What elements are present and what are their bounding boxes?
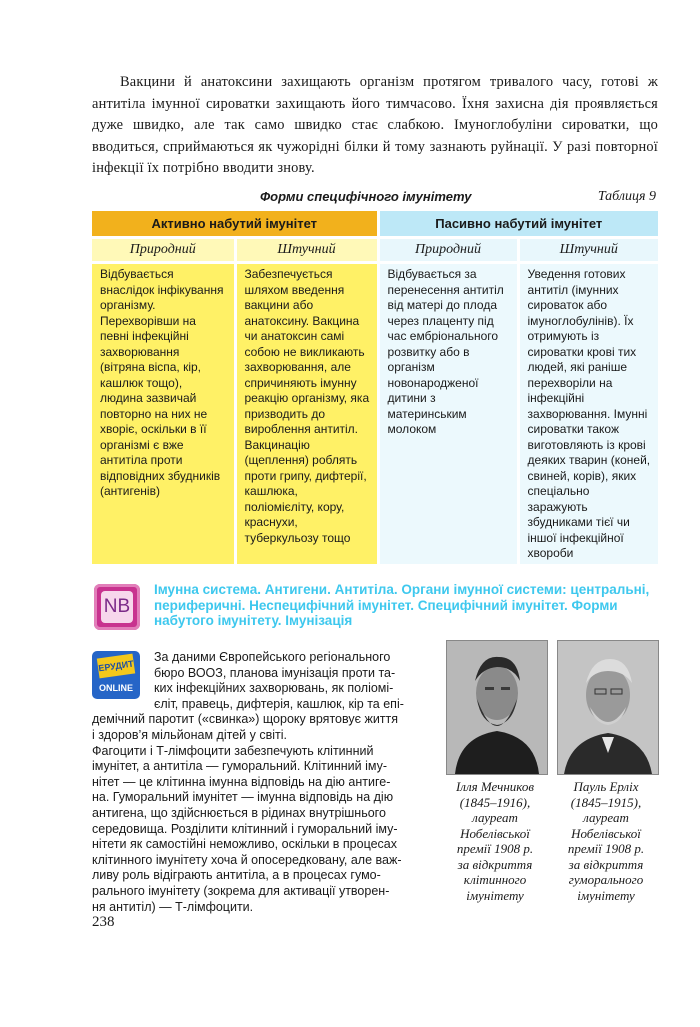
passive-artificial-text: Уведення готових антитіл (імунних сироваток або імуноглобулінів). Їх отримують із сироватки крові тих людей, які раніше перехворіли на інфекційні захворювання. Імунні сироватки також виготовляють із крові деяких тварин (коней, свиней, корів), яких спеціально заражують збудниками тієї чи іншої інфекційної хвороби: [527, 267, 651, 560]
erudite-line: ких інфекційних захворювань, як поліомі-: [154, 681, 394, 696]
page-number: 238: [92, 914, 115, 930]
body-line: рального імунітету (зокрема для активації утворен-: [92, 883, 390, 898]
body-line: імунітет, а антитіла — гуморальний. Клітинний іму-: [92, 759, 387, 774]
photo-mechnikov: [446, 640, 548, 775]
portrait-ehrlich-image: [558, 641, 658, 774]
body-line: Фагоцити і Т-лімфоцити забезпечують клітинний: [92, 743, 374, 758]
nb-keywords-text: Імунна система. Антигени. Антитіла. Органи імунної системи: центральні, периферичні. Неспецифічний імунітет. Специфічний імунітет. Форми набутого імунітету. Імунізація: [154, 582, 650, 628]
erudite-line: демічний паротит («свинка») щороку врятовує життя: [92, 712, 399, 727]
body-line: на. Гуморальний імунітет — імунна відповідь на дію: [92, 790, 394, 805]
active-natural-subheader: Природний: [92, 238, 235, 263]
body-line: середовища. Розділити клітинний і гуморальний іму-: [92, 821, 398, 836]
erudite-line: і здоров’я мільйонам дітей у світі.: [92, 727, 287, 742]
nb-icon: [94, 584, 140, 630]
nb-icon-label: NB: [101, 591, 133, 623]
passive-artificial-subheader: Штучний: [518, 238, 658, 263]
caption-mechnikov: Ілля Мечников (1845–1916), лауреат Нобелівської премії 1908 р. за відкриття клітинного імунітету: [455, 779, 535, 903]
intro-paragraph: Вакцини й анатоксини захищають організм протягом тривалого часу, готові ж антитіла імунної сироватки захищають його тимчасово. Їхня захисна дія проявляється дуже швидко, але так само швидко стає слабкою. Імуноглобуліни сироватки, що вводиться, сприймаються як чужорідні білки й тому зазнають руйнації. У разі повторної інфекції їх потрібно вводити знову.: [92, 74, 658, 177]
active-artificial-subheader: Штучний: [235, 238, 378, 263]
immunity-forms-table: [92, 211, 658, 564]
active-artificial-cell: [235, 263, 378, 564]
body-line: ня антитіл) — Т-лімфоцити.: [92, 899, 254, 914]
online-icon-label: ONLINE: [98, 683, 133, 693]
passive-artificial-cell: [518, 263, 658, 564]
body-line: ливу роль відіграють антитіла, а в процесах гумо-: [92, 868, 381, 883]
table-number: Таблиця 9: [597, 189, 656, 204]
body-line: нітет — це клітинна імунна відповідь на дію антиге-: [92, 774, 391, 789]
photo-ehrlich: [557, 640, 659, 775]
body-line: клітинного імунітету хоча й опосередковану, але важ-: [92, 852, 402, 867]
active-natural-cell: [92, 263, 235, 564]
passive-immunity-header: Пасивно набутий імунітет: [378, 211, 658, 238]
table-title: Форми специфічного імунітету: [260, 189, 472, 204]
erudite-line: єліт, правець, дифтерія, кашлюк, кір та епі-: [154, 696, 404, 711]
table-caption: [92, 189, 658, 209]
main-body-text: [92, 650, 435, 915]
caption-ehrlich: Пауль Ерліх (1845–1915), лауреат Нобелівської премії 1908 р. за відкриття гуморального імунітету: [567, 779, 645, 903]
nb-keywords-block: [92, 582, 658, 637]
active-natural-text: Відбувається внаслідок інфікування організму. Перехворівши на певні інфекційні захворювання (вітряна віспа, кір, кашлюк тощо), людина зазвичай повторно на них не хворіє, оскільки в її організмі є вже антитіла проти відповідних збудників (антигенів): [100, 267, 224, 498]
erudite-line: бюро ВООЗ, планова імунізація проти та-: [154, 665, 396, 680]
erudite-icon-label: ЕРУДИТ: [97, 654, 135, 679]
portrait-mechnikov-image: [447, 641, 547, 774]
body-line: нітети як самостійні неможливо, оскільки в процесах: [92, 837, 398, 852]
passive-natural-text: Відбувається за перенесення антитіл від матері до плода через плаценту під час ембріонального розвитку або в організм новонародженої дитини з материнським молоком: [387, 267, 504, 436]
active-artificial-text: Забезпечується шляхом введення вакцини або анатоксину. Вакцина чи анатоксин самі собою не викликають захворювання, але спричиняють імунну реакцію організму, яка призводить до вироблення антитіл. Вакцинацію (щеплення) роблять проти грипу, дифтерії, кашлюка, поліомієліту, кору, краснухи, туберкульозу тощо: [244, 267, 370, 545]
passive-natural-subheader: Природний: [378, 238, 518, 263]
erudite-line: За даними Європейського регіонального: [154, 650, 391, 664]
passive-natural-cell: [378, 263, 518, 564]
active-immunity-header: Активно набутий імунітет: [92, 211, 378, 238]
body-line: антигена, що здійснюється в рідинах внутрішнього: [92, 805, 386, 820]
